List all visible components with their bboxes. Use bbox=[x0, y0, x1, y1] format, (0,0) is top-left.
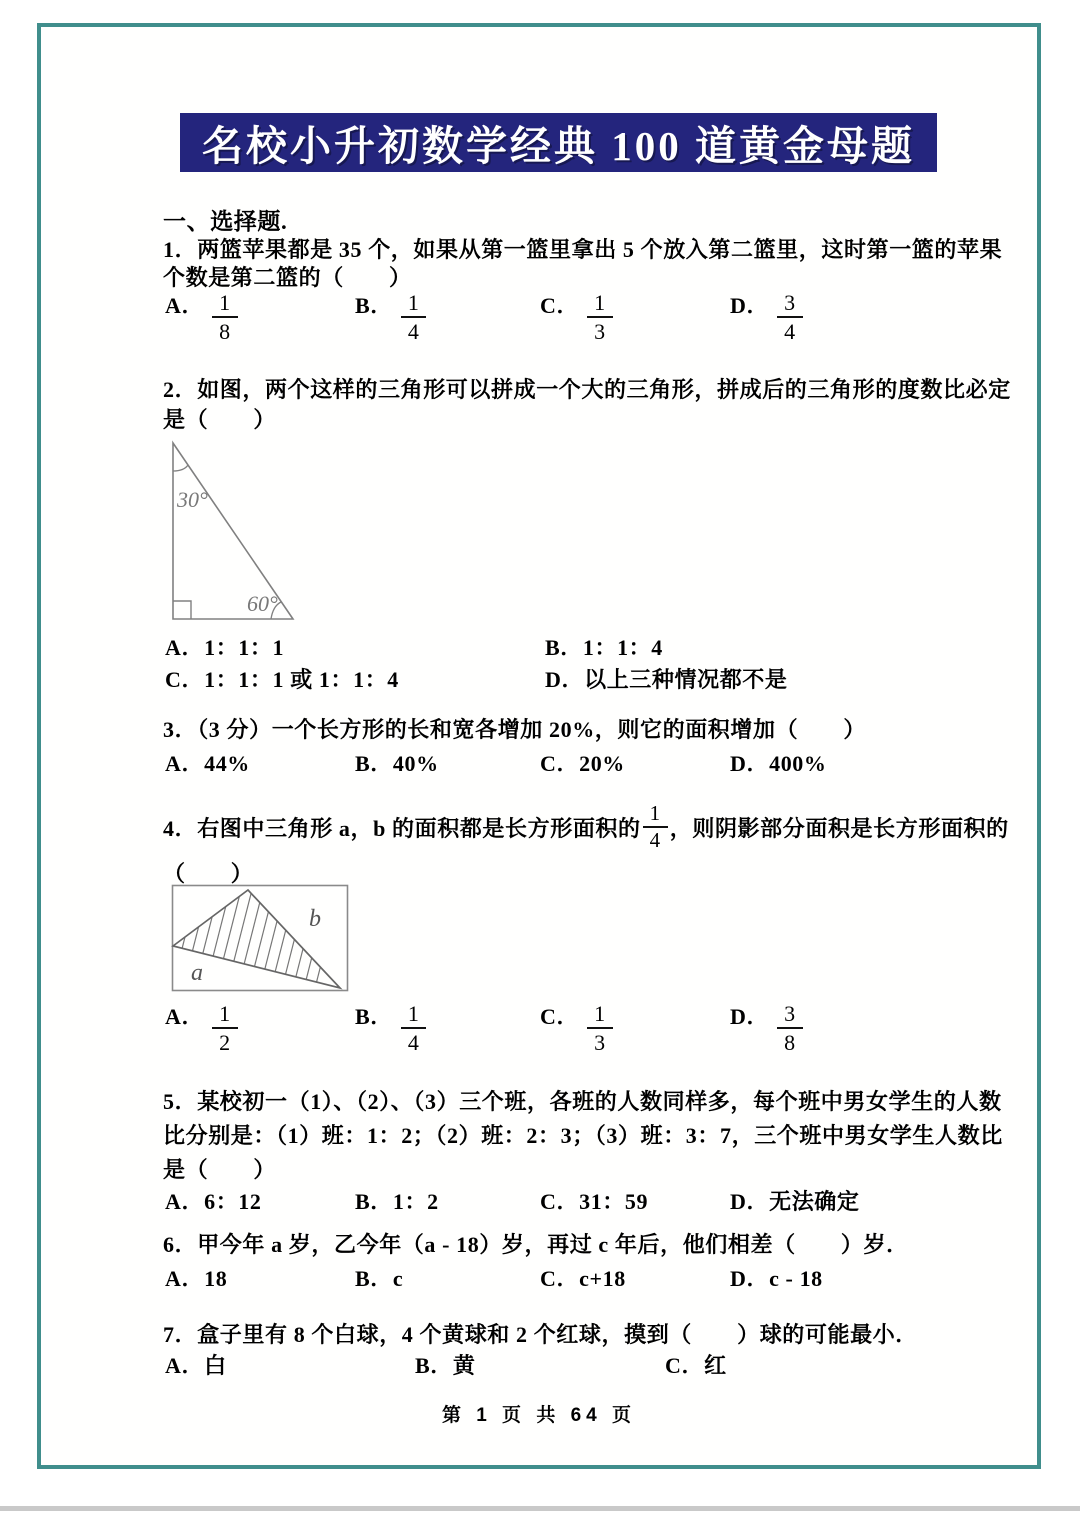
question-5-line-1: 5．某校初一（1）、（2）、（3）三个班，各班的人数同样多，每个班中男女学生的人数 bbox=[163, 1089, 1002, 1114]
question-6-option-c: C．c+18 bbox=[540, 1266, 626, 1291]
question-1-option-a: A． $\frac{1}{8}$ bbox=[165, 289, 238, 345]
fraction: $\frac{3}{8}$ bbox=[777, 1000, 803, 1056]
question-4-option-c: C． $\frac{1}{3}$ bbox=[540, 1000, 613, 1056]
question-5-line-2: 比分别是：（1）班：1：2；（2）班：2：3；（3）班：3：7，三个班中男女学生人数比 bbox=[163, 1123, 1003, 1148]
question-4-line-1 bbox=[163, 798, 1009, 856]
region-label-b: b bbox=[309, 906, 321, 932]
fraction: $\frac{1}{4}$ bbox=[401, 289, 427, 345]
fraction: $\frac{1}{8}$ bbox=[212, 289, 238, 345]
question-1-line-1: 1．两篮苹果都是 35 个，如果从第一篮里拿出 5 个放入第二篮里，这时第一篮的苹果 bbox=[163, 237, 1003, 262]
question-6-option-b: B．c bbox=[355, 1266, 404, 1291]
question-2-option-d: D．以上三种情况都不是 bbox=[545, 667, 788, 692]
question-2-line-2: 是（ ） bbox=[163, 407, 277, 432]
question-2-option-c: C．1：1：1 或 1：1：4 bbox=[165, 667, 399, 692]
question-5-option-a: A．6：12 bbox=[165, 1189, 262, 1214]
question-3-line-1: 3．（3 分）一个长方形的长和宽各增加 20%，则它的面积增加（ ） bbox=[163, 717, 867, 742]
region-label-a: a bbox=[191, 960, 203, 986]
q4-rectangle-figure bbox=[171, 884, 349, 992]
fraction: $\frac{1}{3}$ bbox=[587, 289, 613, 345]
question-6-options bbox=[165, 1262, 945, 1322]
question-3-option-b: B．40% bbox=[355, 751, 439, 776]
right-angle-mark bbox=[173, 601, 191, 619]
fraction: $\frac{1}{4}$ bbox=[401, 1000, 427, 1056]
question-3-option-a: A．44% bbox=[165, 751, 250, 776]
title-banner bbox=[180, 113, 937, 172]
angle-label-30: 30° bbox=[177, 487, 208, 512]
question-7-option-b: B．黄 bbox=[415, 1353, 476, 1378]
document-title: 名校小升初数学经典 100 道黄金母题 bbox=[202, 123, 915, 169]
question-1-option-d: D． $\frac{3}{4}$ bbox=[730, 289, 803, 345]
question-4-text-pre: 4．右图中三角形 a，b 的面积都是长方形面积的 bbox=[163, 815, 641, 841]
question-1-options bbox=[165, 289, 945, 349]
question-2-line-1: 2．如图，两个这样的三角形可以拼成一个大的三角形，拼成后的三角形的度数比必定 bbox=[163, 377, 1011, 402]
inline-fraction: $\frac{1}{4}$ bbox=[643, 801, 668, 853]
fraction: $\frac{1}{2}$ bbox=[212, 1000, 238, 1056]
question-4-option-a: A． $\frac{1}{2}$ bbox=[165, 1000, 238, 1056]
angle-label-60: 60° bbox=[247, 591, 278, 616]
question-4-text-post: ，则阴影部分面积是长方形面积的 bbox=[669, 815, 1009, 841]
section-heading: 一、选择题. bbox=[163, 209, 288, 234]
question-6-option-d: D．c - 18 bbox=[730, 1266, 823, 1291]
document-page bbox=[37, 23, 1041, 1469]
question-4-option-b: B． $\frac{1}{4}$ bbox=[355, 1000, 426, 1056]
question-3-option-d: D．400% bbox=[730, 751, 827, 776]
page-number-footer: 第 1 页 共 64 页 bbox=[441, 1405, 637, 1426]
question-1-option-b: B． $\frac{1}{4}$ bbox=[355, 289, 426, 345]
question-1-option-c: C． $\frac{1}{3}$ bbox=[540, 289, 613, 345]
fraction: $\frac{1}{3}$ bbox=[587, 1000, 613, 1056]
question-5-option-d: D．无法确定 bbox=[730, 1189, 860, 1214]
question-2-option-b: B．1：1：4 bbox=[545, 635, 663, 660]
fraction: $\frac{3}{4}$ bbox=[777, 289, 803, 345]
question-7-option-c: C．红 bbox=[665, 1353, 727, 1378]
top-angle-arc bbox=[173, 465, 188, 471]
question-5-option-c: C．31：59 bbox=[540, 1189, 649, 1214]
question-1-line-2: 个数是第二篮的（ ） bbox=[163, 265, 412, 290]
page-separator-line bbox=[0, 1506, 1080, 1511]
question-7-line-1: 7．盒子里有 8 个白球，4 个黄球和 2 个红球，摸到（ ）球的可能最小． bbox=[163, 1322, 918, 1347]
question-6-line-1: 6．甲今年 a 岁，乙今年（a - 18）岁，再过 c 年后，他们相差（ ）岁． bbox=[163, 1232, 909, 1257]
question-4-option-d: D． $\frac{3}{8}$ bbox=[730, 1000, 803, 1056]
q2-triangle-figure bbox=[167, 439, 299, 625]
question-2-option-a: A．1：1：1 bbox=[165, 635, 285, 660]
question-4-options bbox=[165, 1000, 945, 1060]
question-5-line-3: 是（ ） bbox=[163, 1157, 277, 1182]
question-4-line-2: （ ） bbox=[163, 861, 254, 886]
question-7-option-a: A．白 bbox=[165, 1353, 227, 1378]
question-6-option-a: A．18 bbox=[165, 1266, 228, 1291]
question-3-option-c: C．20% bbox=[540, 751, 625, 776]
question-5-option-b: B．1：2 bbox=[355, 1189, 439, 1214]
